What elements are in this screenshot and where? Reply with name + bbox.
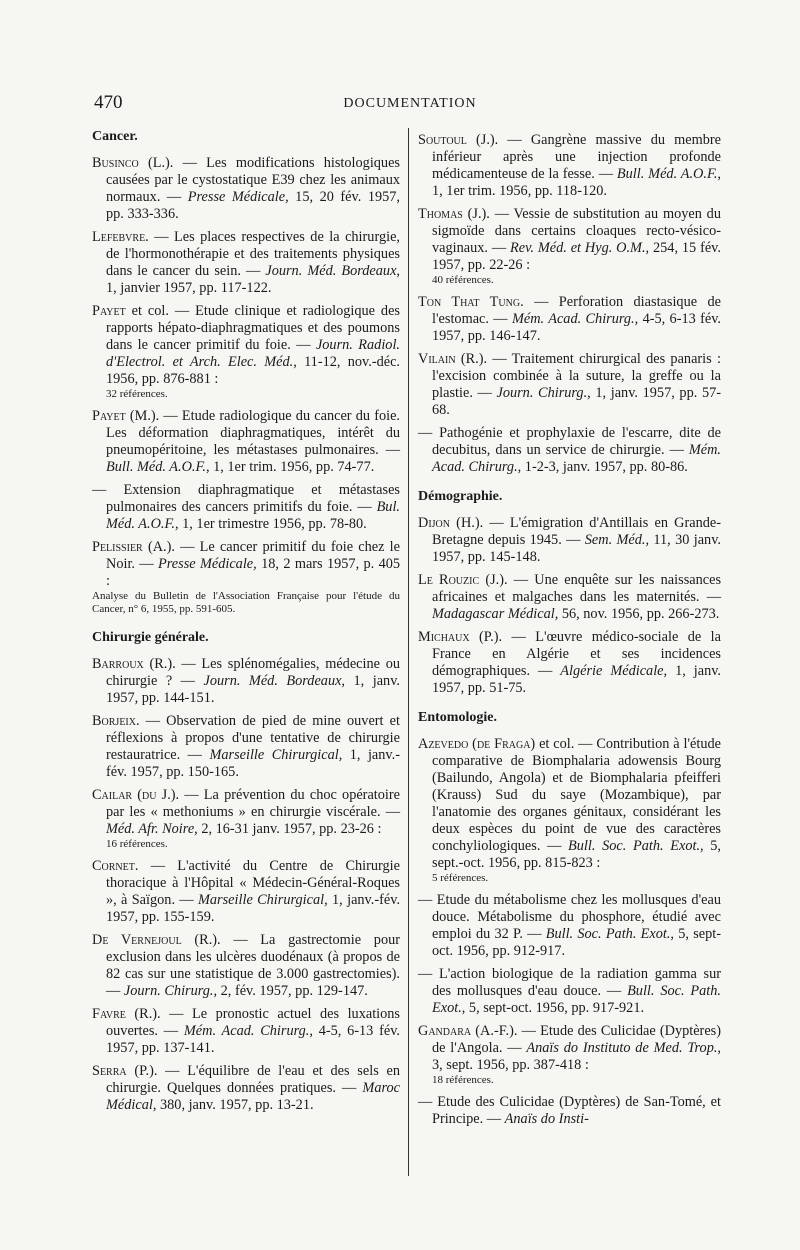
entry-author: Payet (M.).	[92, 408, 160, 424]
entry-text: — L'activité du Centre de Chirurgie thoracique à l'Hôpital « Médecin-Général-Roques », à Saïgon. —	[106, 858, 400, 908]
entry-text: — Etude des Culicidae (Dyptères) de San-Tomé, et Principe. —	[418, 1094, 721, 1127]
entry-journal: Presse Médicale,	[187, 189, 289, 205]
entry-author: Vilain (R.).	[418, 351, 488, 367]
entry-note: 18 références.	[432, 1074, 494, 1086]
entry-ref: 11, 30 janv. 1957, pp. 145-148.	[432, 532, 721, 565]
entry-text: — Traitement chirurgical des panaris : l'excision combinée à la suture, la greffe ou la plastie. —	[432, 351, 721, 401]
entry-journal: Anaïs do Insti-	[504, 1111, 589, 1127]
entry-ref: 2, 16-31 janv. 1957, pp. 23-26 :	[197, 821, 382, 837]
bib-entry	[92, 932, 400, 1000]
entry-ref: 4-5, 6-13 fév. 1957, pp. 146-147.	[432, 311, 721, 344]
entry-text: — Etude radiologique du cancer du foie. Les déformation diaphragmatiques, intérêt du pneumopéritoine, les métastases pulmonaires. —	[106, 408, 400, 458]
entry-journal: Bull. Soc. Path. Exot.,	[545, 926, 674, 942]
page-number: 470	[94, 92, 123, 113]
bib-entry	[92, 1006, 400, 1057]
entry-author: Cornet.	[92, 858, 139, 874]
entry-text: — Les modifications histologiques causées par le cystostatique E39 chez les animaux normaux. —	[106, 155, 400, 205]
entry-ref: 1, janv. 1957, pp. 144-151.	[106, 673, 400, 706]
entry-ref: 5, sept.-oct. 1956, pp. 815-823 :	[432, 838, 722, 871]
entry-text: et col. — Etude clinique et radiologique des rapports hépato-diaphragmatiques et des poumons dans le cancer primitif du foie. —	[106, 303, 400, 353]
entry-author: Businco (L.).	[92, 155, 174, 171]
entry-journal: Bull. Méd. A.O.F.,	[106, 459, 210, 475]
entry-journal: Marseille Chirurgical,	[198, 892, 328, 908]
entry-ref: 18, 2 mars 1957, p. 405 :	[106, 556, 401, 589]
bib-entry	[418, 1094, 721, 1128]
entry-ref: 380, janv. 1957, pp. 13-21.	[156, 1097, 314, 1113]
bib-entry	[92, 787, 400, 838]
entry-ref: 2, fév. 1957, pp. 129-147.	[217, 983, 368, 999]
entry-journal: Bull. Soc. Path. Exot.,	[432, 983, 721, 1016]
entry-note: 32 références.	[106, 388, 168, 400]
running-title: DOCUMENTATION	[343, 96, 477, 111]
entry-ref: 254, 15 fév. 1957, pp. 22-26 :	[432, 240, 721, 273]
entry-text: — Perforation diastasique de l'estomac. —	[432, 294, 721, 327]
entry-journal: Mém. Acad. Chirurg.,	[432, 442, 721, 475]
entry-note: 5 références.	[432, 872, 489, 884]
entry-ref: 1, 1er trim. 1956, pp. 74-77.	[209, 459, 375, 475]
entry-author: Cailar (du J.).	[92, 787, 180, 803]
entry-text: — L'action biologique de la radiation gamma sur des mollusques d'eau douce. —	[418, 966, 721, 999]
entry-author: Dijon (H.).	[418, 515, 484, 531]
entry-text: — Vessie de substitution au moyen du sigmoïde dans certains cloaques recto-vésico-vaginaux. —	[432, 206, 721, 256]
entry-journal: Algérie Médicale,	[560, 663, 668, 679]
entry-note: Analyse du Bulletin de l'Association Française pour l'étude du Cancer, n° 6, 1955, pp. 591-605.	[92, 590, 400, 615]
entry-ref: 56, nov. 1956, pp. 266-273.	[558, 606, 720, 622]
section-title-demographie: Démographie.	[418, 489, 503, 504]
entry-journal: Presse Médicale,	[158, 556, 257, 572]
entry-journal: Journ. Radiol. d'Electrol. et Arch. Elec. Méd.,	[106, 337, 400, 370]
entry-text: — Observation de pied de mine ouvert et réflexions à propos d'une tentative de chirurgie restauratrice. —	[106, 713, 400, 763]
entry-journal: Marseille Chirurgical,	[209, 747, 343, 763]
entry-ref: 1, janv. 1957, pp. 51-75.	[432, 663, 722, 696]
bib-entry	[92, 858, 400, 926]
bib-entry	[418, 892, 721, 960]
entry-journal: Journ. Chirurg.,	[496, 385, 591, 401]
bib-entry	[418, 629, 721, 697]
right-column	[418, 132, 721, 1134]
entry-text: — L'émigration d'Antillais en Grande-Bretagne depuis 1945. —	[432, 515, 721, 548]
entry-note: 16 références.	[106, 838, 168, 850]
entry-note: 40 références.	[432, 274, 494, 286]
entry-text: — L'œuvre médico-sociale de la France en Algérie et ses incidences démographiques. —	[432, 629, 721, 679]
bib-entry	[92, 229, 400, 297]
entry-journal: Bull. Méd. A.O.F.,	[616, 166, 721, 182]
bib-entry	[418, 515, 721, 566]
entry-ref: 4-5, 6-13 fév. 1957, pp. 137-141.	[106, 1023, 401, 1056]
entry-author: Gandara (A.-F.).	[418, 1023, 518, 1039]
entry-journal: Journ. Méd. Bordeaux,	[203, 673, 346, 689]
entry-ref: 1, 1er trimestre 1956, pp. 78-80.	[178, 516, 367, 532]
entry-ref: 5, sept-oct. 1956, pp. 912-917.	[432, 926, 721, 959]
entry-ref: 1, janvier 1957, pp. 117-122.	[106, 280, 272, 296]
entry-ref: 1, janv.-fév. 1957, pp. 150-165.	[106, 747, 400, 780]
bib-entry	[418, 1023, 721, 1074]
bib-entry	[92, 656, 400, 707]
entry-journal: Mém. Acad. Chirurg.,	[183, 1023, 313, 1039]
entry-journal: Maroc Médical,	[106, 1080, 400, 1113]
entry-author: Michaux (P.).	[418, 629, 503, 645]
entry-text: — Etude du métabolisme chez les mollusques d'eau douce. Métabolisme du phosphore, étudié avec emploi du 32 P. —	[418, 892, 721, 942]
bib-entry	[92, 1063, 400, 1114]
entry-author: Azevedo (de Fraga)	[418, 736, 536, 752]
entry-author: Barroux (R.).	[92, 656, 176, 672]
entry-journal: Sem. Méd.,	[584, 532, 650, 548]
bib-entry	[92, 303, 400, 388]
bib-entry	[418, 736, 721, 872]
entry-author: Borjeix.	[92, 713, 140, 729]
bib-entry	[418, 294, 721, 345]
bib-entry	[92, 539, 400, 590]
entry-author: Soutoul (J.).	[418, 132, 499, 148]
bib-entry	[418, 425, 721, 476]
entry-journal: Madagascar Médical,	[432, 606, 559, 622]
bib-entry	[92, 155, 400, 223]
entry-text: — Les places respectives de la chirurgie, de l'hormonothérapie et des traitements physiques dans le cancer du sein. —	[106, 229, 400, 279]
bib-entry	[418, 132, 721, 200]
section-title-entomologie: Entomologie.	[418, 710, 497, 725]
entry-text: — Pathogénie et prophylaxie de l'escarre, dite de decubitus, dans un service de chirurgie. —	[418, 425, 721, 458]
entry-text: — Les splénomégalies, médecine ou chirurgie ? —	[106, 656, 400, 689]
entry-journal: Rev. Méd. et Hyg. O.M.,	[510, 240, 650, 256]
entry-journal: Mém. Acad. Chirurg.,	[511, 311, 639, 327]
bib-entry	[418, 351, 721, 419]
entry-author: De Vernejoul (R.).	[92, 932, 221, 948]
entry-author: Favre (R.).	[92, 1006, 161, 1022]
bib-entry	[92, 482, 400, 533]
entry-journal: Bull. Soc. Path. Exot.,	[568, 838, 704, 854]
bib-entry	[418, 966, 721, 1017]
entry-text: — La prévention du choc opératoire par les « methoniums » en chirurgie viscérale. —	[106, 787, 400, 820]
entry-text: — Etude des Culicidae (Dyptères) de l'Angola. —	[432, 1023, 721, 1056]
entry-author: Lefebvre.	[92, 229, 149, 245]
entry-ref: 15, 20 fév. 1957, pp. 333-336.	[106, 189, 401, 222]
entry-ref: 1, janv.-fév. 1957, pp. 155-159.	[106, 892, 401, 925]
bib-entry	[418, 572, 721, 623]
entry-journal: Journ. Chirurg.,	[123, 983, 218, 999]
entry-text: et col. — Contribution à l'étude comparative de Biomphalaria adowensis Bourg (Bailundo, Angola) et de Biomphalaria pfeifferi (Krauss) Sud du saye (Mozambique), par l'anatomie des organes génitaux, considérant les deux espèces du point de vue des caractères conchyliologiques. —	[432, 736, 722, 854]
left-column	[92, 128, 400, 1120]
entry-author: Thomas (J.).	[418, 206, 490, 222]
entry-ref: 11-12, nov.-déc. 1956, pp. 876-881 :	[106, 354, 400, 387]
section-title-cancer: Cancer.	[92, 129, 138, 144]
entry-author: Pelissier (A.).	[92, 539, 175, 555]
entry-text: — Le cancer primitif du foie chez le Noir. —	[106, 539, 400, 572]
entry-ref: 1, 1er trim. 1956, pp. 118-120.	[432, 183, 607, 199]
entry-text: — La gastrectomie pour exclusion dans les ulcères duodénaux (à propos de 82 cas sur une statistique de 3.000 gastrectomies). —	[106, 932, 401, 999]
entry-journal: Bul. Méd. A.O.F.,	[106, 499, 400, 532]
bib-entry	[418, 206, 721, 274]
entry-text: — Extension diaphragmatique et métastases pulmonaires des cancers primitifs du foie. —	[92, 482, 400, 515]
entry-author: Ton That Tung.	[418, 294, 524, 310]
entry-author: Serra (P.).	[92, 1063, 158, 1079]
entry-journal: Méd. Afr. Noire,	[106, 821, 198, 837]
entry-journal: Anaïs do Instituto de Med. Trop.,	[526, 1040, 721, 1056]
entry-ref: 5, sept-oct. 1956, pp. 917-921.	[465, 1000, 645, 1016]
entry-text: — Une enquête sur les naissances africaines et malgaches dans les maternités. —	[432, 572, 722, 605]
column-divider	[408, 128, 409, 1176]
entry-author: Payet	[92, 303, 126, 319]
entry-text: — Gangrène massive du membre inférieur après une injection profonde médicamenteuse de la fesse. —	[432, 132, 721, 182]
entry-ref: 3, sept. 1956, pp. 387-418 :	[432, 1057, 589, 1073]
entry-text: — L'équilibre de l'eau et des sels en chirurgie. Quelques données pratiques. —	[106, 1063, 400, 1096]
entry-ref: 1, janv. 1957, pp. 57-68.	[432, 385, 721, 418]
bib-entry	[92, 408, 400, 476]
entry-ref: 1-2-3, janv. 1957, pp. 80-86.	[521, 459, 688, 475]
bib-entry	[92, 713, 400, 781]
entry-text: — Le pronostic actuel des luxations ouvertes. —	[106, 1006, 400, 1039]
entry-author: Le Rouzic (J.).	[418, 572, 508, 588]
section-title-chirurgie: Chirurgie générale.	[92, 630, 209, 645]
entry-journal: Journ. Méd. Bordeaux,	[265, 263, 400, 279]
